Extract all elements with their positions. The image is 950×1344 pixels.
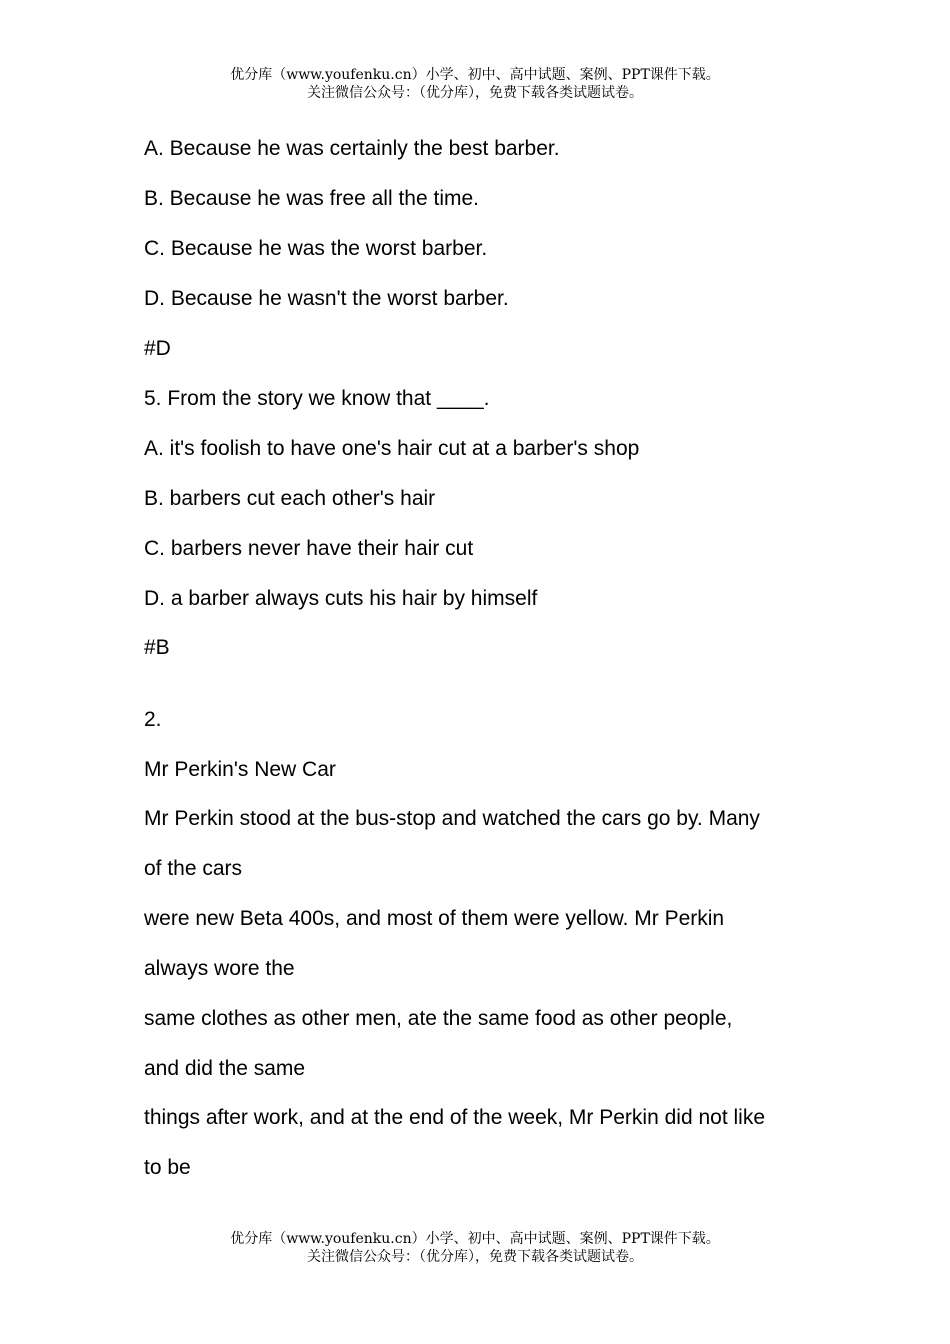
header-line-1: 优分库（www.youfenku.cn）小学、初中、高中试题、案例、PPT课件下载。 [230, 67, 720, 83]
passage-line: of the cars [144, 857, 243, 880]
q5-answer: #B [144, 636, 170, 659]
passage-title: Mr Perkin's New Car [144, 758, 336, 781]
header-line-2: 关注微信公众号：（优分库），免费下载各类试题试卷。 [307, 85, 643, 101]
passage-line: to be [144, 1156, 191, 1179]
footer-line-2: 关注微信公众号：（优分库），免费下载各类试题试卷。 [307, 1249, 643, 1265]
q5-option-c: C. barbers never have their hair cut [144, 537, 474, 560]
q4-option-a: A. Because he was certainly the best barber. [144, 137, 560, 160]
header-banner [0, 66, 950, 102]
q4-answer: #D [144, 337, 171, 360]
passage-line: were new Beta 400s, and most of them were yellow. Mr Perkin [144, 907, 725, 930]
passage-number: 2. [144, 708, 162, 731]
passage-line: things after work, and at the end of the week, Mr Perkin did not like [144, 1106, 765, 1129]
q5-option-a: A. it's foolish to have one's hair cut at a barber's shop [144, 437, 640, 460]
footer-line-1: 优分库（www.youfenku.cn）小学、初中、高中试题、案例、PPT课件下载。 [230, 1231, 720, 1247]
passage-line: Mr Perkin stood at the bus-stop and watched the cars go by. Many [144, 807, 760, 830]
passage-line: and did the same [144, 1057, 306, 1080]
q5-option-d: D. a barber always cuts his hair by himself [144, 587, 538, 610]
passage-line: always wore the [144, 957, 295, 980]
q5-option-b: B. barbers cut each other's hair [144, 487, 436, 510]
q4-option-c: C. Because he was the worst barber. [144, 237, 488, 260]
q5-stem: 5. From the story we know that ____. [144, 387, 490, 410]
passage-line: same clothes as other men, ate the same food as other people, [144, 1007, 733, 1030]
q4-option-b: B. Because he was free all the time. [144, 187, 480, 210]
q4-option-d: D. Because he wasn't the worst barber. [144, 287, 509, 310]
footer-banner [0, 1230, 950, 1266]
